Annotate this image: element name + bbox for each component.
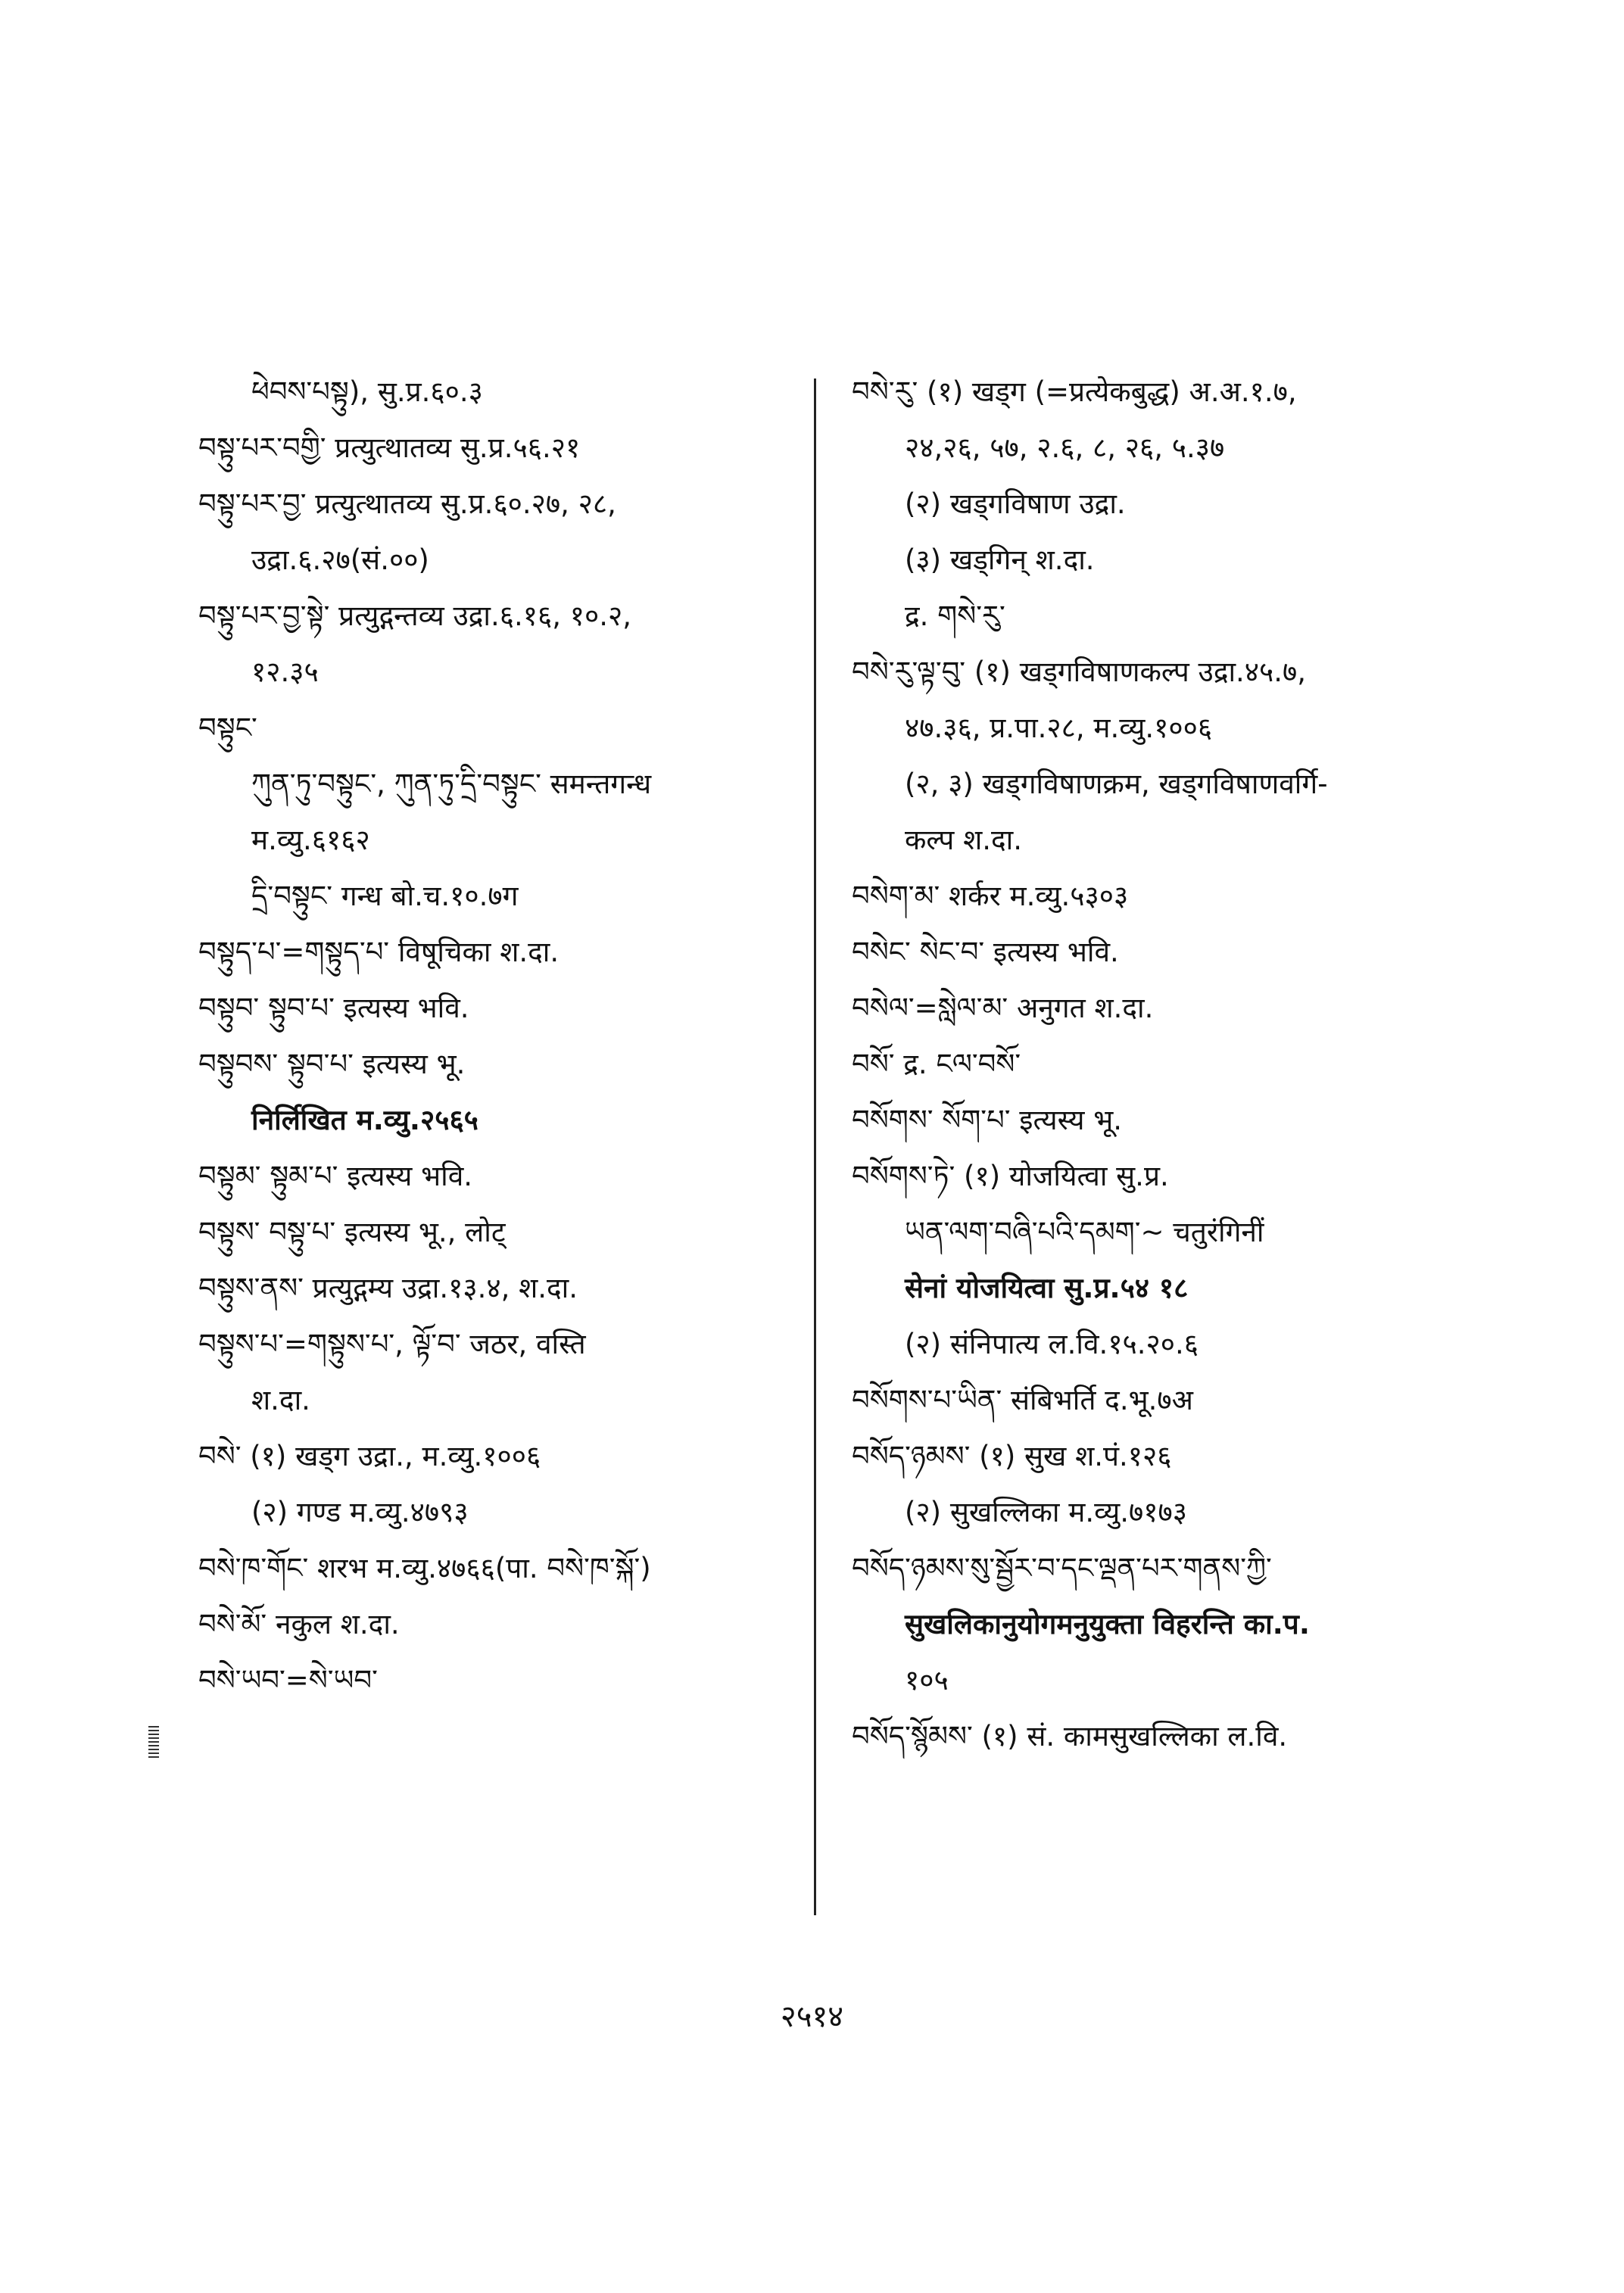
left-entry-line: བསྟུས་ནས་ प्रत्युद्गम्य उद्रा.१३.४, श.दा. <box>198 1272 578 1304</box>
column-divider <box>814 379 816 1915</box>
right-entry-line: (२, ३) खड्गविषाणक्रम, खड्गविषाणवर्गि- <box>905 768 1328 800</box>
right-entry-line: བསེང་ སེང་བ་ इत्यस्य भवि. <box>852 936 1119 968</box>
right-entry-line: (३) खड्गिन् श.दा. <box>905 544 1095 576</box>
right-entry-line: བསོགས་ཏེ་ (१) योजयित्वा सु.प्र. <box>852 1160 1169 1192</box>
left-entry-line: བསེ་མོ་ नकुल श.दा. <box>198 1608 400 1640</box>
left-entry-line: (२) गण्ड म.व्यु.४७९३ <box>251 1496 469 1528</box>
left-entry-line: म.व्यु.६१६२ <box>251 824 370 856</box>
left-entry-line: བསྟུབ་ སྟུབ་པ་ इत्यस्य भवि. <box>198 992 469 1024</box>
left-entry-line: བསེ་ (१) खड्ग उद्रा., म.व्यु.१००६ <box>198 1440 541 1472</box>
margin-mark <box>148 1726 159 1758</box>
right-entry-line: १०५ <box>905 1664 949 1696</box>
left-entry-line: निर्लिखित म.व्यु.२५६५ <box>251 1104 478 1136</box>
page-number: २५१४ <box>780 1999 844 2034</box>
right-entry-line: བསོ་ द्र. ངལ་བསོ་ <box>852 1048 1021 1080</box>
right-entry-line: २४,२६, ५७, २.६, ८, २६, ५.३७ <box>905 431 1225 464</box>
right-entry-line: (२) संनिपात्य ल.वि.१५.२०.६ <box>905 1328 1199 1360</box>
left-entry-line: བསེ་ཡབ་=སེ་ཡབ་ <box>198 1664 378 1696</box>
right-entry-line: བསེག་མ་ शर्कर म.व्यु.५३०३ <box>852 880 1129 912</box>
left-entry-line: उद्रा.६.२७(सं.००) <box>251 544 429 576</box>
right-entry-line: བསེ་རུ་ (१) खड्ग (=प्रत्येकबुद्ध) अ.अ.१.७, <box>852 375 1297 408</box>
right-entry-line: ཡན་ལག་བཞི་པའི་དམག་~ चतुरंगिनीं <box>905 1216 1264 1248</box>
left-entry-line: བསྟུས་པ་=གསྟུས་པ་, ལྟོ་བ་ जठर, वस्ति <box>198 1328 586 1360</box>
right-entry-line: ४७.३६, प्र.पा.२८, म.व्यु.१००६ <box>905 712 1213 744</box>
right-entry-line: བསོད་ཉམས་སུ་སྦྱོར་བ་དང་ལྡན་པར་གནས་ཀྱི་ <box>852 1552 1272 1584</box>
left-entry-line: བསྟུ་པར་བགྱི་ प्रत्युत्थातव्य सु.प्र.५६.२१ <box>198 431 581 464</box>
left-entry-line: ཕེབས་པསྟུ), सु.प्र.६०.३ <box>251 375 483 408</box>
left-entry-line: བསྟུམ་ སྟུམ་པ་ इत्यस्य भवि. <box>198 1160 473 1192</box>
right-entry-line: सेनां योजयित्वा सु.प्र.५४ १८ <box>905 1272 1189 1304</box>
right-entry-line: सुखलिकानुयोगमनुयुक्ता विहरन्ति का.प. <box>905 1608 1310 1640</box>
left-entry-line: བསེ་ཁ་གོང་ शरभ म.व्यु.४७६६(पा. བསེ་ཁ་སྐོ་) <box>198 1552 651 1584</box>
right-entry-line: (२) खड्गविषाण उद्रा. <box>905 488 1126 520</box>
right-entry-line: བསེ་རུ་ལྟ་བུ་ (१) खड्गविषाणकल्प उद्रा.४५.७, <box>852 656 1307 688</box>
right-column <box>852 375 1450 1775</box>
right-entry-line: कल्प श.दा. <box>905 824 1022 856</box>
right-entry-line: द्र. གསེ་རུ་ <box>905 600 1005 632</box>
left-entry-line: བསྟུ་པར་བྱ་སྟེ་ प्रत्युद्गन्तव्य उद्रा.६.१६, १०.२, <box>198 600 631 632</box>
left-column <box>198 375 789 1719</box>
left-entry-line: བསྟུས་ བསྟུ་པ་ इत्यस्य भू., लोट् <box>198 1216 506 1248</box>
left-entry-line: श.दा. <box>251 1384 310 1416</box>
right-entry-line: བསེལ་=སླེལ་མ་ अनुगत श.दा. <box>852 992 1154 1024</box>
left-entry-line: ཀུན་ཏུ་བསྟུང་, ཀུན་ཏུ་དྲི་བསྟུང་ समन्तगन्ध <box>251 768 652 800</box>
right-entry-line: བསོགས་པ་ཡིན་ संबिभर्ति द.भू.७अ <box>852 1384 1193 1416</box>
left-entry-line: བསྟུ་པར་བྱ་ प्रत्युत्थातव्य सु.प्र.६०.२७, २८, <box>198 488 616 520</box>
right-entry-line: བསོད་སྙོམས་ (१) सं. कामसुखल्लिका ल.वि. <box>852 1720 1288 1752</box>
left-entry-line: བསྟུང་ <box>198 712 257 744</box>
left-entry-line: དྲི་བསྟུང་ गन्ध बो.च.१०.७ग <box>251 880 519 912</box>
right-entry-line: བསོགས་ སོག་པ་ इत्यस्य भू. <box>852 1104 1123 1136</box>
left-entry-line: བསྟུད་པ་=གསྟུད་པ་ विषूचिका श.दा. <box>198 936 560 968</box>
right-entry-line: བསོད་ཉམས་ (१) सुख श.पं.१२६ <box>852 1440 1172 1472</box>
right-entry-line: (२) सुखल्लिका म.व्यु.७१७३ <box>905 1496 1187 1528</box>
left-entry-line: १२.३५ <box>251 656 319 688</box>
left-entry-line: བསྟུབས་ སྟུབ་པ་ इत्यस्य भू. <box>198 1048 466 1080</box>
